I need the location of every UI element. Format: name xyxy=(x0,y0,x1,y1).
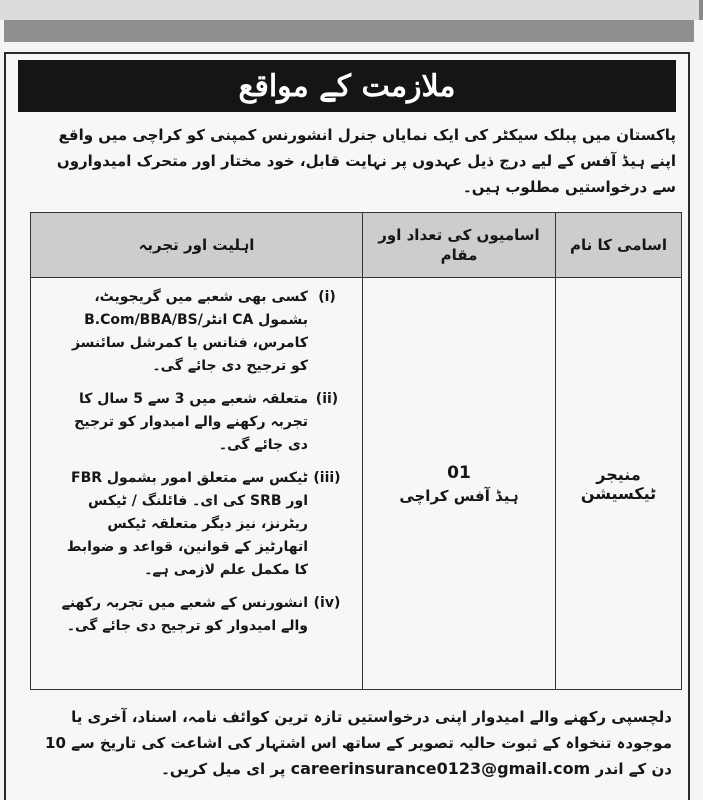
header-count: اسامیوں کی تعداد اور مقام xyxy=(363,213,556,278)
contact-email[interactable]: careerinsurance0123@gmail.com xyxy=(290,759,591,778)
qualification-number: (iii) xyxy=(313,470,341,486)
qualification-item xyxy=(51,286,346,378)
column-rule xyxy=(699,0,703,20)
footer-text: دلچسپی رکھنے والے امیدوار اپنی درخواستیں تازہ ترین کوائف نامہ، اسناد، آخری یا موجودہ تنخواہ کے ثبوت حالیہ تصویر کے ساتھ اس اشتہار کی اشاعت کی تاریخ سے 10 دن کے اندر xyxy=(45,708,672,778)
header-qualification: اہلیت اور تجربہ xyxy=(31,213,363,278)
qualification-number: (iv) xyxy=(313,595,341,611)
post-location: ہیڈ آفس کراچی xyxy=(399,486,519,505)
top-strip xyxy=(0,0,703,20)
header-gray-bar xyxy=(4,20,694,42)
post-name: منیجر ٹیکسیشن xyxy=(556,278,682,690)
qualification-number: (ii) xyxy=(315,391,339,407)
qualification-item xyxy=(51,467,346,582)
qualification-text: متعلقہ شعبے میں 3 سے 5 سال کا تجربہ رکھنے والے امیدوار کو ترجیح دی جائے گی۔ xyxy=(74,391,308,453)
job-advertisement xyxy=(4,52,690,800)
qualification-text: ٹیکس سے متعلق امور بشمول FBR اور SRB کی ای۔ فائلنگ / ٹیکس ریٹرنز، نیز دیگر متعلقہ ٹیکس اتھارٹیز کے قوانین، قواعد و ضوابط کا مکمل علم لازمی ہے۔ xyxy=(66,470,308,578)
intro-paragraph: پاکستان میں پبلک سیکٹر کی ایک نمایاں جنرل انشورنس کمپنی کو کراچی میں واقع اپنے ہیڈ آفس کے لیے درج ذیل عہدوں پر نہایت قابل، خود مختار اور متحرک امیدواروں سے درخواستیں مطلوب ہیں۔ xyxy=(56,126,676,196)
ad-banner xyxy=(18,60,676,112)
qualification-item xyxy=(51,592,346,638)
qualification-text: انشورنس کے شعبے میں تجربہ رکھنے والے امیدوار کو ترجیح دی جائے گی۔ xyxy=(61,595,308,634)
footer-paragraph xyxy=(22,704,672,782)
post-count: 01 xyxy=(447,462,471,483)
qualification-cell xyxy=(31,278,363,690)
qualification-number: (i) xyxy=(318,289,336,305)
qualification-text: کسی بھی شعبے میں گریجویٹ، بشمول CA انٹر/B.Com/BBA/BS کامرس، فنانس یا کمرشل سائنسز کو ترجیح دی جائے گی۔ xyxy=(71,289,308,374)
header-post: اسامی کا نام xyxy=(556,213,682,278)
ad-title: ملازمت کے مواقع xyxy=(238,68,456,104)
jobs-table xyxy=(30,212,682,690)
table-row xyxy=(31,278,682,690)
table-header-row xyxy=(31,213,682,278)
qualification-item xyxy=(51,388,346,457)
post-count-cell xyxy=(363,278,556,690)
footer-tail: پر ای میل کریں۔ xyxy=(161,760,286,778)
